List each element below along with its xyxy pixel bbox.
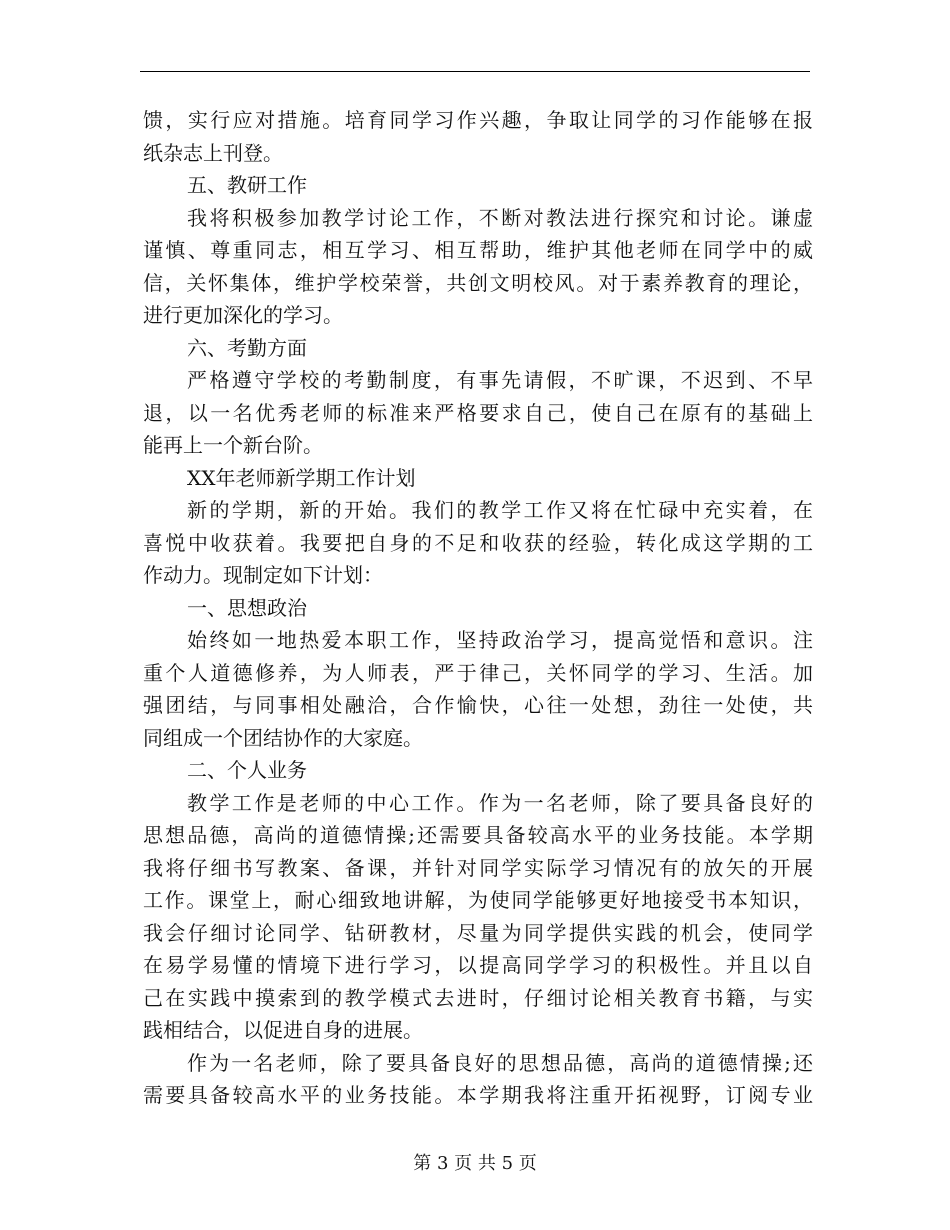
text-line: 我将积极参加教学讨论工作，不断对教法进行探究和讨论。谦虚 — [187, 205, 813, 230]
text-line: 进行更加深化的学习。 — [143, 303, 343, 327]
text-line: 馈，实行应对措施。培育同学习作兴趣，争取让同学的习作能够在报 — [143, 108, 813, 132]
text-line: 信，关怀集体，维护学校荣誉，共创文明校风。对于素养教育的理论， — [143, 270, 813, 295]
text-line: 己在实践中摸索到的教学模式去进时，仔细讨论相关教育书籍，与实 — [143, 985, 813, 1010]
text-line: 纸杂志上刊登。 — [143, 140, 283, 165]
text-line: 践相结合，以促进自身的进展。 — [143, 1018, 423, 1042]
text-line: 我将仔细书写教案、备课，并针对同学实际学习情况有的放矢的开展 — [143, 855, 813, 880]
text-line: 教学工作是老师的中心工作。作为一名老师，除了要具备良好的 — [187, 790, 813, 815]
text-line: 二、个人业务 — [187, 758, 307, 782]
text-line: 一、思想政治 — [187, 595, 307, 620]
text-line: 在易学易懂的情境下进行学习，以提高同学学习的积极性。并且以自 — [143, 953, 813, 977]
text-line: 喜悦中收获着。我要把自身的不足和收获的经验，转化成这学期的工 — [143, 530, 813, 555]
text-line: 同组成一个团结协作的大家庭。 — [143, 725, 423, 750]
text-line: 严格遵守学校的考勤制度，有事先请假，不旷课，不迟到、不早 — [187, 368, 813, 392]
text-line: 退，以一名优秀老师的标准来严格要求自己，使自己在原有的基础上 — [143, 400, 813, 425]
text-line: XX年老师新学期工作计划 — [187, 465, 416, 490]
text-line: 需要具备较高水平的业务技能。本学期我将注重开拓视野，订阅专业 — [143, 1083, 813, 1107]
text-line: 作为一名老师，除了要具备良好的思想品德，高尚的道德情操;还 — [187, 1050, 813, 1075]
page-number: 第 3 页 共 5 页 — [413, 1153, 537, 1174]
text-line: 始终如一地热爱本职工作，坚持政治学习，提高觉悟和意识。注 — [187, 628, 813, 652]
document-body — [143, 104, 813, 1112]
text-line: 谨慎、尊重同志，相互学习、相互帮助，维护其他老师在同学中的威 — [143, 238, 813, 262]
text-line: 五、教研工作 — [187, 173, 307, 197]
text-line: 六、考勤方面 — [187, 335, 307, 360]
text-line: 强团结，与同事相处融洽，合作愉快，心往一处想，劲往一处使，共 — [143, 693, 813, 717]
text-line: 重个人道德修养，为人师表，严于律己，关怀同学的学习、生活。加 — [143, 660, 813, 685]
text-line: 工作。课堂上，耐心细致地讲解，为使同学能够更好地接受书本知识， — [143, 888, 813, 912]
text-line: 思想品德，高尚的道德情操;还需要具备较高水平的业务技能。本学期 — [143, 823, 813, 847]
text-line: 作动力。现制定如下计划： — [143, 563, 383, 587]
text-line: 能再上一个新台阶。 — [143, 433, 323, 457]
header-rule — [140, 71, 810, 72]
text-line: 新的学期，新的开始。我们的教学工作又将在忙碌中充实着，在 — [187, 498, 813, 522]
text-line: 我会仔细讨论同学、钻研教材，尽量为同学提供实践的机会，使同学 — [143, 920, 813, 945]
